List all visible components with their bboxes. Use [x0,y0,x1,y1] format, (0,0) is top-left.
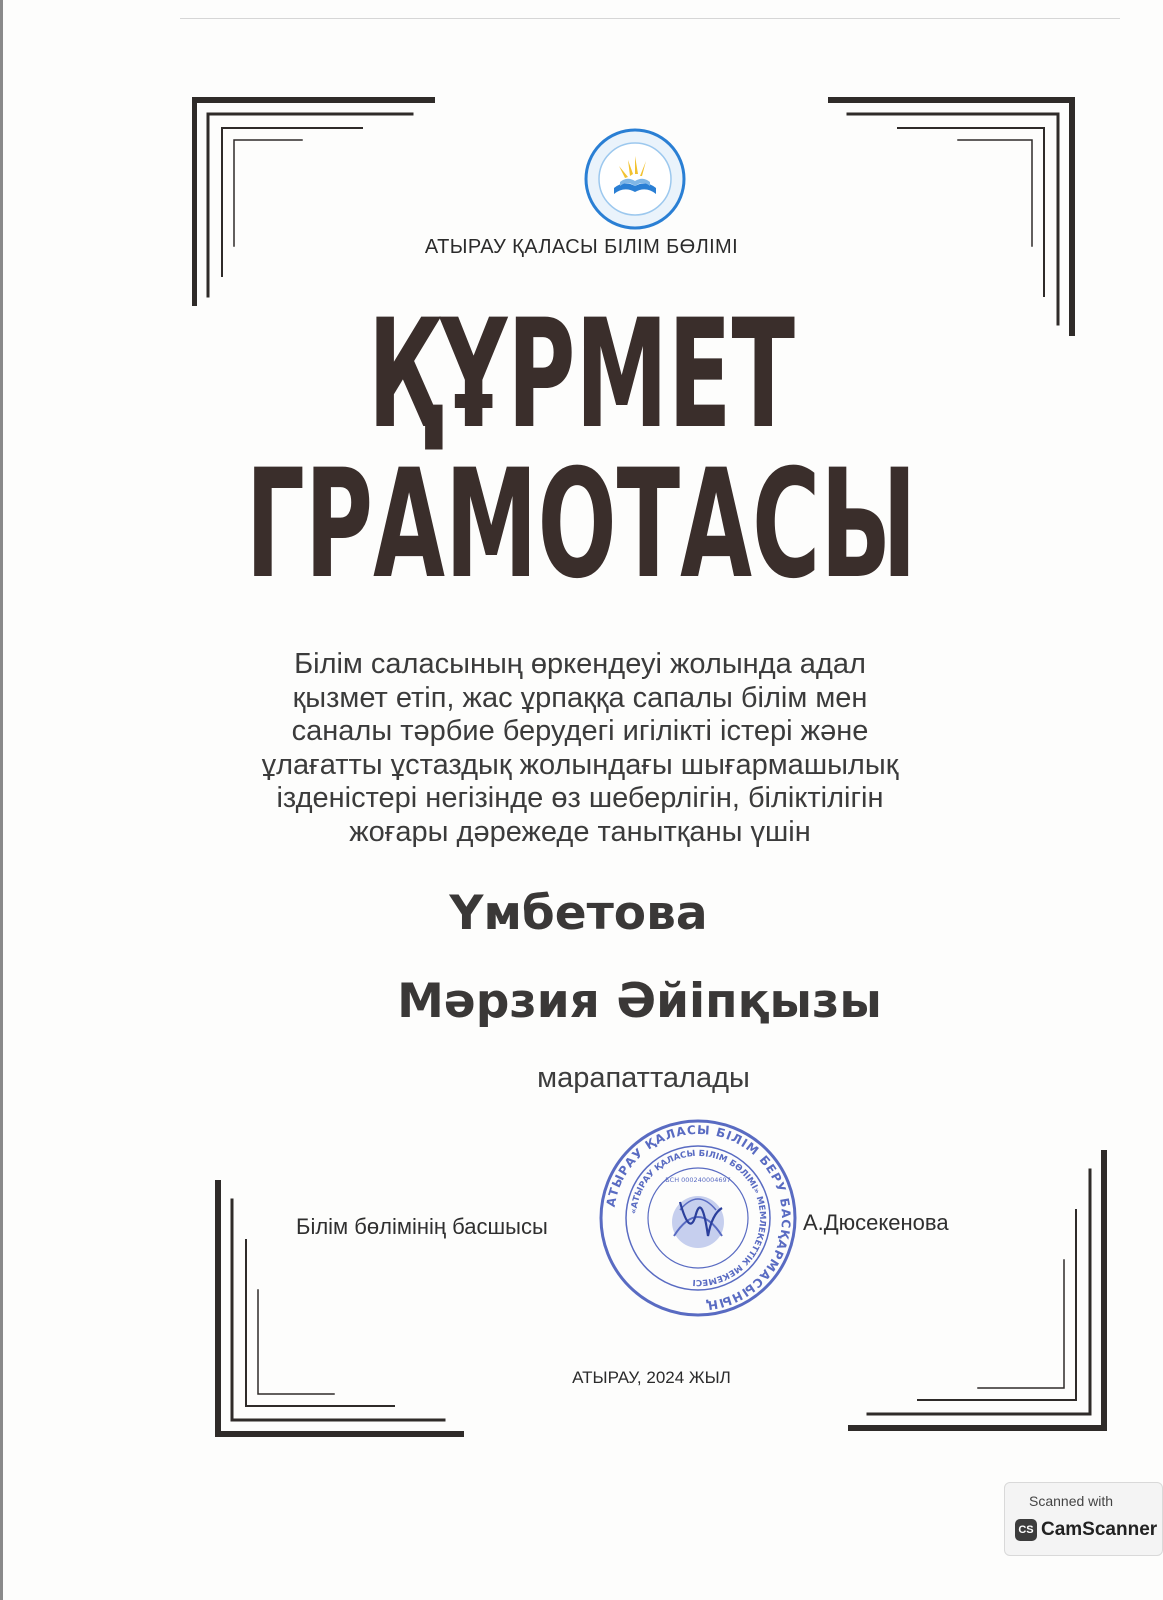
svg-text:АТЫРАУ ҚАЛАСЫ БІЛІМ БЕРУ БАСҚА: АТЫРАУ ҚАЛАСЫ БІЛІМ БЕРУ БАСҚАРМАСЫНЫҢ [603,1122,794,1313]
signatory-name: А.Дюсекенова [803,1210,949,1235]
title-line-2: ГРАМОТАСЫ [245,438,918,612]
scanner-badge [1004,1482,1163,1556]
reason-line: қызмет етіп, жас ұрпаққа сапалы білім мен [292,681,868,714]
reason-line: саналы тәрбие берудегі игілікті істері және [291,715,869,747]
title-line-1: ҚҰРМЕТ [367,288,796,462]
scanned-with-label: Scanned with [1029,1493,1114,1509]
recipient-surname: Үмбетова [449,886,708,941]
svg-text:«АТЫРАУ ҚАЛАСЫ БІЛІМ БӨЛІМІ» М: «АТЫРАУ ҚАЛАСЫ БІЛІМ БӨЛІМІ» МЕМЛЕКЕТТІК МЕКЕМЕСІ [629,1148,768,1288]
official-stamp [598,1118,798,1318]
award-reason [180,648,980,849]
issuer-department: АТЫРАУ ҚАЛАСЫ БІЛІМ БӨЛІМІ [424,236,739,258]
reason-line: Білім саласының өркендеуі жолында адал [294,648,866,680]
scan-top-line [180,18,1120,19]
svg-text:БСН 000240004697: БСН 000240004697 [665,1176,731,1184]
city-and-year: АТЫРАУ, 2024 ЖЫЛ [572,1368,731,1387]
reason-line: ізденістері негізінде өз шеберлігін, біліктілігін [276,782,884,814]
camscanner-logo-icon: CS [1015,1519,1037,1541]
recipient-given-names: Мәрзия Әйіпқызы [397,974,882,1029]
scanner-app-name: CamScanner [1041,1519,1158,1540]
frame-corner-top-left [192,96,442,306]
reason-line: жоғары дәрежеде танытқаны үшін [349,815,811,848]
frame-corner-bottom-right [848,1150,1110,1434]
signatory-role: Білім бөлімінің басшысы [296,1214,548,1239]
education-department-logo [584,128,686,230]
reason-line: ұлағатты ұстаздық жолындағы шығармашылық [261,748,899,781]
awarded-text: марапатталады [537,1062,750,1094]
